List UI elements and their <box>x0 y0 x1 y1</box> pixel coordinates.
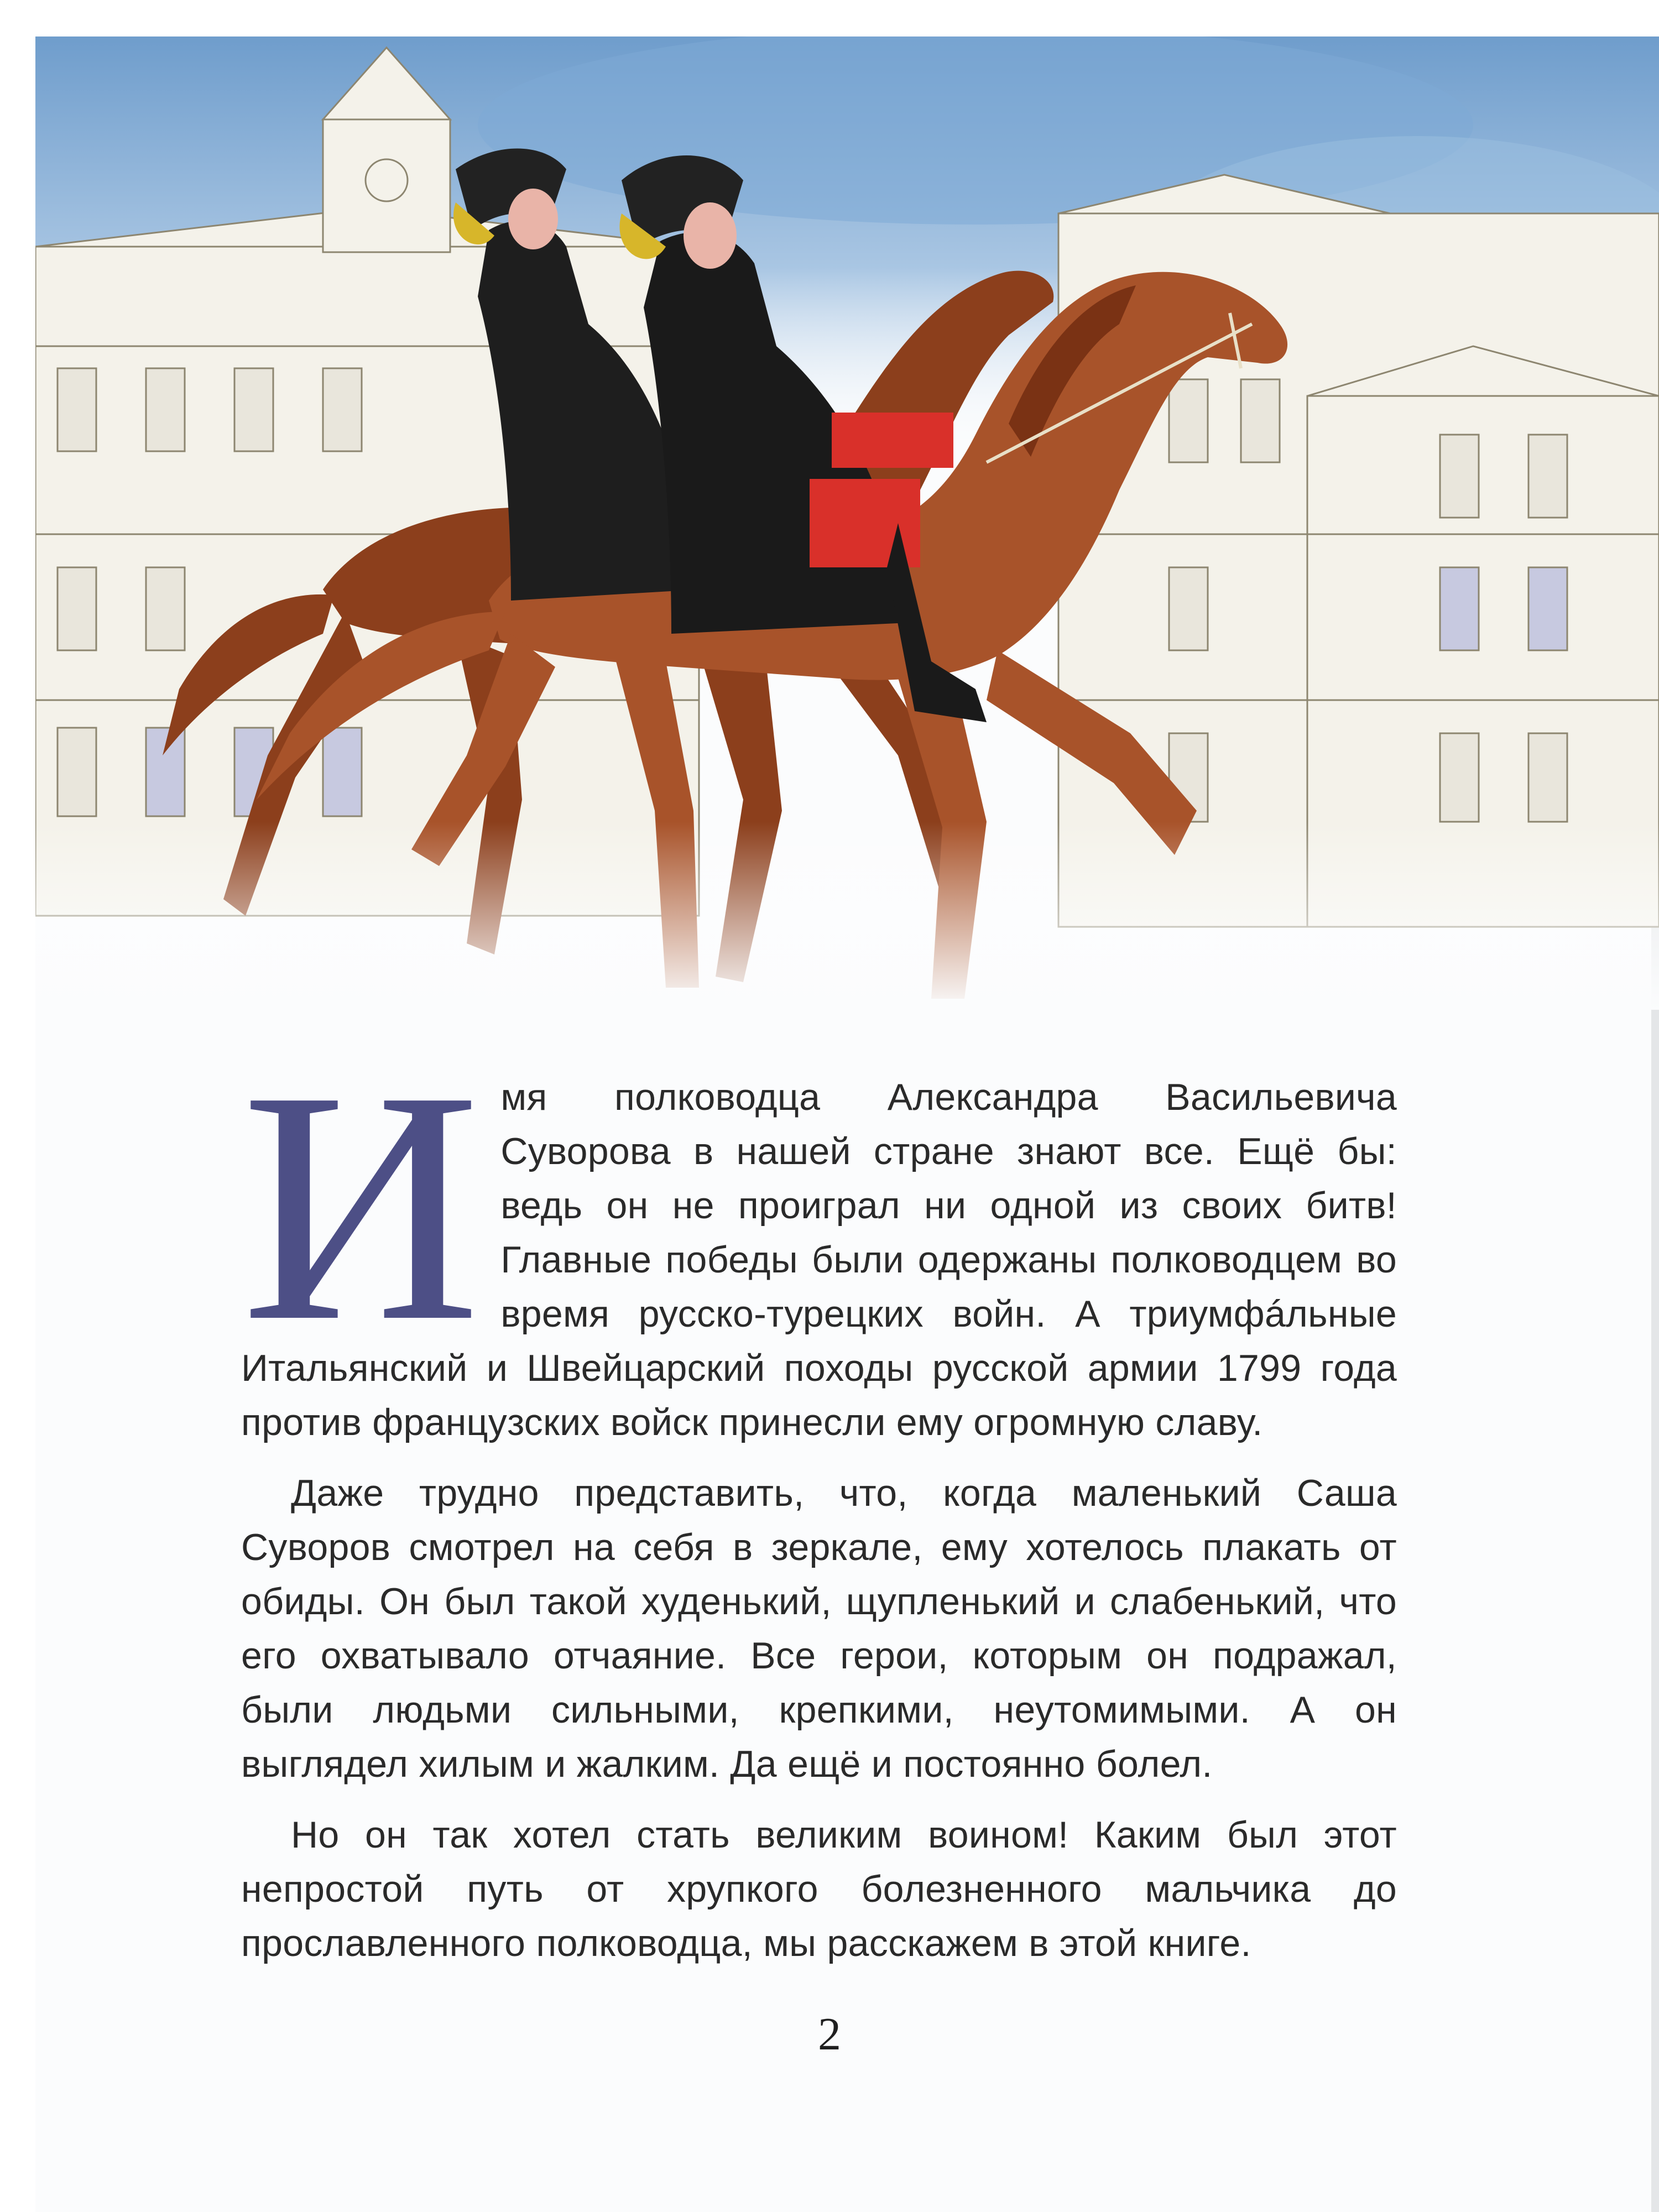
paragraph-conclusion: Но он так хотел стать великим воином! Каким был этот непростой путь от хрупкого болезненного мальчика до прославленного полководца, мы расскажем в этой книге. <box>241 1814 1397 1964</box>
article-body <box>241 1022 1397 1987</box>
drop-cap-letter: И <box>241 1022 481 1390</box>
page-number: 2 <box>818 2008 841 2060</box>
paragraph-intro: мя полководца Александра Васильевича Суворова в нашей стране знают все. Ещё бы: ведь он не проиграл ни одной из своих битв! Главные победы были одержаны полководцем во время русско-турецких войн. А триумфáльные Итальянский и Швейцарский походы русской армии 1799 года против французских войск принесли ему огромную славу. <box>241 1076 1397 1443</box>
illustration-riders <box>35 36 1659 1010</box>
paragraph-childhood: Даже трудно представить, что, когда маленький Саша Суворов смотрел на себя в зеркале, ему хотелось плакать от обиды. Он был такой худенький, щупленький и слабенький, что его охватывало отчаяние. Все герои, которым он подражал, были людьми сильными, крепкими, неутомимыми. А он выглядел хилым и жалким. Да ещё и постоянно болел. <box>241 1472 1397 1785</box>
ground-fade <box>35 822 1659 1010</box>
